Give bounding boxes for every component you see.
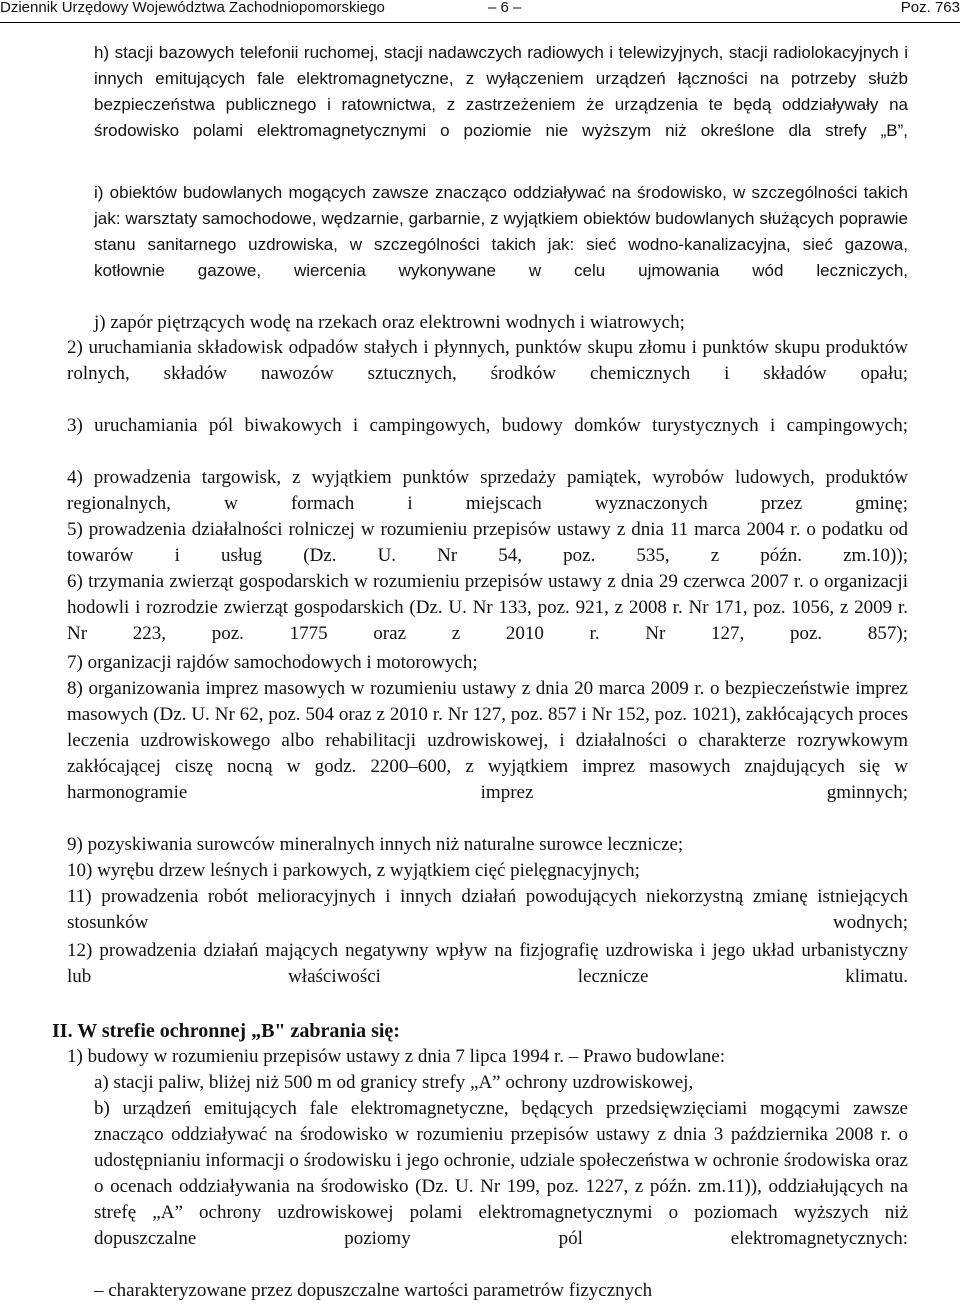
item-12: 12) prowadzenia działań mających negatywny wpływ na fizjografię uzdrowiska i jego układ urbanistyczny lub właściwości lecznicze klimatu. (67, 940, 908, 987)
item-2: 2) uruchamiania składowisk odpadów stałych i płynnych, punktów skupu złomu i punktów skupu produktów rolnych, składów nawozów sztucznych, środków chemicznych i składów opału; (67, 337, 908, 384)
section-heading: II. W strefie ochronnej „B" zabrania się: (52, 1020, 400, 1042)
position-number: Poz. 763 (900, 0, 960, 16)
item-10: 10) wyrębu drzew leśnych i parkowych, z wyjątkiem cięć pielęgnacyjnych; (67, 860, 640, 881)
section-item-a: a) stacji paliw, bliżej niż 500 m od granicy strefy „A” ochrony uzdrowiskowej, (94, 1072, 694, 1093)
item-j: j) zapór piętrzących wodę na rzekach oraz elektrowni wodnych i wiatrowych; (94, 312, 685, 333)
item-9: 9) pozyskiwania surowców mineralnych innych niż naturalne surowce lecznicze; (67, 834, 684, 855)
item-5: 5) prowadzenia działalności rolniczej w rozumieniu przepisów ustawy z dnia 11 marca 2004 r. o podatku od towarów i usług (Dz. U. Nr 54, poz. 535, z późn. zm.10)); (67, 519, 908, 566)
page-number: – 6 – (488, 0, 522, 16)
item-3: 3) uruchamiania pól biwakowych i campingowych, budowy domków turystycznych i campingowych; (67, 415, 908, 436)
item-7: 7) organizacji rajdów samochodowych i motorowych; (67, 652, 478, 673)
section-item-b: b) urządzeń emitujących fale elektromagnetyczne, będących przedsięwzięciami mogącymi zawsze znacząco oddziaływać na środowisko w rozumieniu przepisów ustawy z dnia 3 października 2008 r. o udostępnianiu informacji o środowisku i jego ochronie, udziale społeczeństwa w ochronie środowiska oraz o ocenach oddziaływania na środowisko (Dz. U. Nr 199, poz. 1227, z późn. zm.11)), oddziałujących na strefę „A” ochrony uzdrowiskowej polami elektromagnetycznymi o poziomach wyższych niż dopuszczalne poziomy pól elektromagnetycznych: (94, 1098, 908, 1249)
journal-title: Dziennik Urzędowy Województwa Zachodniopomorskiego (0, 0, 385, 16)
page-header (0, 0, 960, 23)
item-8: 8) organizowania imprez masowych w rozumieniu ustawy z dnia 20 marca 2009 r. o bezpieczeństwie imprez masowych (Dz. U. Nr 62, poz. 504 oraz z 2010 r. Nr 127, poz. 857 i Nr 152, poz. 1021), zakłócających proces leczenia uzdrowiskowego albo rehabilitacji uzdrowiskowej, i działalności o charakterze rozrywkowym zakłócającej ciszę nocną w godz. 2200–600, z wyjątkiem imprez masowych znajdujących się w harmonogramie imprez gminnych; (67, 678, 908, 803)
item-i: i) obiektów budowlanych mogących zawsze znacząco oddziaływać na środowisko, w szczególności takich jak: warsztaty samochodowe, wędzarnie, garbarnie, z wyjątkiem obiektów budowlanych służących poprawie stanu sanitarnego uzdrowiska, w szczególności takich jak: sieć wodno-kanalizacyjna, sieć gazowa, kotłownie gazowe, wiercenia wykonywane w celu ujmowania wód leczniczych, (94, 183, 908, 280)
item-4: 4) prowadzenia targowisk, z wyjątkiem punktów sprzedaży pamiątek, wyrobów ludowych, produktów regionalnych, w formach i miejscach wyznaczonych przez gminę; (67, 467, 908, 514)
item-h: h) stacji bazowych telefonii ruchomej, stacji nadawczych radiowych i telewizyjnych, stacji radiolokacyjnych i innych emitujących fale elektromagnetyczne, z wyłączeniem urządzeń łączności na potrzeby służb bezpieczeństwa publicznego i ratownictwa, z zastrzeżeniem że urządzenia te będą oddziaływały na środowisko polami elektromagnetycznymi o poziomie nie wyższym niż określone dla strefy „B”, (94, 43, 908, 140)
section-dash-item: – charakteryzowane przez dopuszczalne wartości parametrów fizycznych (94, 1280, 653, 1301)
section-item-1: 1) budowy w rozumieniu przepisów ustawy z dnia 7 lipca 1994 r. – Prawo budowlane: (67, 1046, 726, 1067)
item-6: 6) trzymania zwierząt gospodarskich w rozumieniu przepisów ustawy z dnia 29 czerwca 2007 r. o organizacji hodowli i rozrodzie zwierząt gospodarskich (Dz. U. Nr 133, poz. 921, z 2008 r. Nr 171, poz. 1056, z 2009 r. Nr 223, poz. 1775 oraz z 2010 r. Nr 127, poz. 857); (67, 571, 908, 644)
item-11: 11) prowadzenia robót melioracyjnych i innych działań powodujących niekorzystną zmianę istniejących stosunków wodnych; (67, 886, 908, 933)
